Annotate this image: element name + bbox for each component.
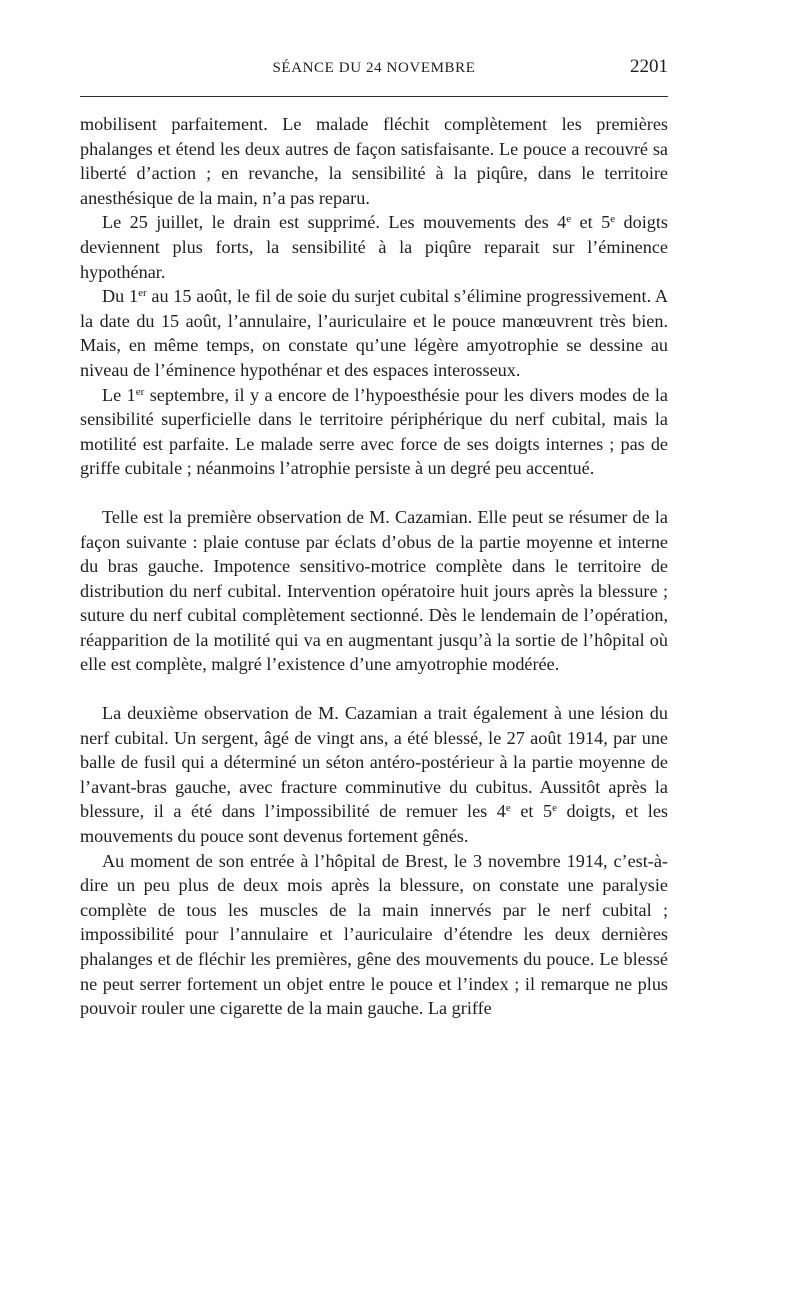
p4-after: septembre, il y a encore de l’hypoesthésie pour les divers modes de la sensibilité superficielle dans le territoire périphérique du nerf cubital, mais la motilité est parfaite. Le malade serre avec force de ses doigts internes ; pas de griffe cubitale ; néanmoins l’atrophie persiste à un degré peu accentué. xyxy=(80,384,668,479)
p6-before: La deuxième observation de M. Cazamian a trait également à une lésion du nerf cubital. Un sergent, âgé de vingt ans, a été blessé, le 27 août 1914, par une balle de fusil qui a déterminé un séton antéro-postérieur à la partie moyenne de l’avant-bras gauche, avec fracture comminutive du cubitus. Aussitôt après la blessure, il a été dans l’impossibilité de remuer les 4 xyxy=(80,703,668,822)
paragraph-1: mobilisent parfaitement. Le malade fléchit complètement les premières phalanges et étend les deux autres de façon satisfaisante. Le pouce a recouvré sa liberté d’action ; en revanche, la sensibilité à la piqûre, dans le territoire anesthésique de la main, n’a pas reparu. xyxy=(80,114,668,208)
p3-sup: er xyxy=(138,287,147,300)
p6-sup1: e xyxy=(505,802,511,815)
p2-middle: et 5 xyxy=(571,212,611,233)
paragraph-3 xyxy=(80,284,668,382)
p6-middle: et 5 xyxy=(510,801,553,822)
body-text xyxy=(80,112,668,1021)
p4-before: Le 1 xyxy=(102,384,136,405)
p4-sup: er xyxy=(135,385,145,398)
p2-before: Le 25 juillet, le drain est supprimé. Les mouvements des 4 xyxy=(102,212,567,233)
paragraph-7: Au moment de son entrée à l’hôpital de Brest, le 3 novembre 1914, c’est-à-dire un peu plus de deux mois après la blessure, on constate une paralysie complète de tous les muscles de la main innervés par le nerf cubital ; impossibilité pour l’annulaire et l’auriculaire d’étendre les deux dernières phalanges et de fléchir les premières, gêne des mouvements du pouce. Le blessé ne peut serrer fortement un objet entre le pouce et l’index ; il remarque ne plus pouvoir rouler une cigarette de la main gauche. La griffe xyxy=(80,850,668,1019)
paragraph-2 xyxy=(80,210,668,284)
p3-before: Du 1 xyxy=(102,286,139,307)
section-gap xyxy=(80,481,668,505)
p2-after: doigts deviennent plus forts, la sensibilité à la piqûre reparait sur l’éminence hypothénar. xyxy=(80,212,668,282)
paragraph-5: Telle est la première observation de M. Cazamian. Elle peut se résumer de la façon suivante : plaie contuse par éclats d’obus de la partie moyenne et interne du bras gauche. Impotence sensitivo-motrice complète dans le territoire de distribution du nerf cubital. Intervention opératoire huit jours après la blessure ; suture du nerf cubital complètement sectionné. Dès le lendemain de l’opération, réapparition de la motilité qui va en augmentant jusqu’à la sortie de l’hôpital où elle est complète, malgré l’existence d’une amyotrophie modérée. xyxy=(80,506,668,675)
p6-after: doigts, et les mouvements du pouce sont devenus fortement gênés. xyxy=(80,801,668,847)
header-rule xyxy=(80,96,668,97)
page-number: 2201 xyxy=(630,56,668,77)
paragraph-4 xyxy=(80,383,668,481)
running-title: SÉANCE DU 24 NOVEMBRE xyxy=(272,60,476,76)
p2-sup1: e xyxy=(566,213,572,226)
p6-sup2: e xyxy=(552,802,557,815)
section-gap xyxy=(80,677,668,701)
p3-after: au 15 août, le fil de soie du surjet cubital s’élimine progressivement. A la date du 15 août, l’annulaire, l’auriculaire et le pouce manœuvrent très bien. Mais, en même temps, on constate qu’une légère amyotrophie se dessine au niveau de l’éminence hypothénar et des espaces interosseux. xyxy=(80,286,668,380)
running-header xyxy=(80,56,668,86)
p2-sup2: e xyxy=(610,213,616,226)
paragraph-6 xyxy=(80,701,668,849)
